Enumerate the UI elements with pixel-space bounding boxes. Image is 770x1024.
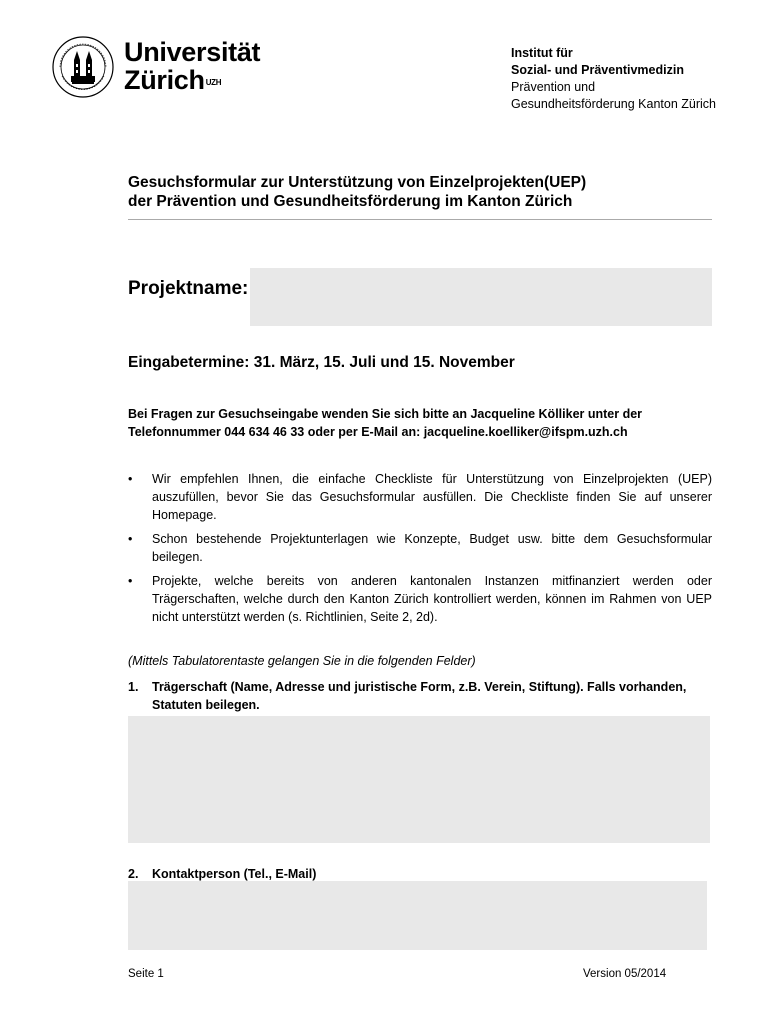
institute-address [511, 45, 716, 113]
page-number: Seite 1 [128, 968, 164, 980]
institute-line4: Gesundheitsförderung Kanton Zürich [511, 97, 716, 111]
contact-person-field[interactable] [128, 881, 707, 950]
bullet-icon: • [128, 532, 133, 546]
contact-info [128, 405, 712, 441]
institute-line2: Sozial- und Präventivmedizin [511, 63, 684, 77]
list-item-text: Projekte, welche bereits von anderen kantonalen Instanzen mitfinanziert werden oder Trägerschaften, welche durch den Kanton Zürich kontrolliert werden, können im Rahmen von UEP nicht unterstützt werden (s. Richtlinien, Seite 2, 2d). [152, 574, 712, 624]
university-name-line2: Zürich [124, 65, 205, 95]
submission-deadlines: Eingabetermine: 31. März, 15. Juli und 15. November [128, 354, 515, 371]
university-seal-logo [52, 36, 114, 98]
project-name-field[interactable] [250, 268, 712, 326]
institute-line3: Prävention und [511, 80, 596, 94]
form-title-line2: der Prävention und Gesundheitsförderung im Kanton Zürich [128, 193, 573, 210]
list-item [128, 572, 712, 626]
question-1-number: 1. [128, 680, 139, 694]
question-1 [128, 678, 718, 714]
question-1-label: Trägerschaft (Name, Adresse und juristische Form, z.B. Verein, Stiftung). Falls vorhanden, Statuten beilegen. [152, 680, 687, 712]
list-item-text: Schon bestehende Projektunterlagen wie Konzepte, Budget usw. bitte dem Gesuchsformular beilegen. [152, 532, 712, 564]
institute-line1: Institut für [511, 46, 573, 60]
document-version: Version 05/2014 [583, 968, 667, 980]
title-divider [128, 219, 712, 220]
uzh-superscript: UZH [205, 78, 222, 87]
university-name [124, 38, 260, 94]
list-item [128, 470, 712, 524]
list-item-text: Wir empfehlen Ihnen, die einfache Checkliste für Unterstützung von Einzelprojekten (UEP) auszufüllen, bevor Sie das Gesuchsformular ausfüllen. Die Checkliste finden Sie auf unserer Homepage. [152, 472, 712, 522]
list-item [128, 530, 712, 566]
instruction-list [128, 470, 712, 632]
contact-info-line2: Telefonnummer 044 634 46 33 oder per E-Mail an: jacqueline.koelliker@ifspm.uzh.ch [128, 425, 628, 439]
form-title-line1: Gesuchsformular zur Unterstützung von Einzelprojekten(UEP) [128, 174, 587, 191]
question-2-number: 2. [128, 867, 139, 881]
bullet-icon: • [128, 574, 133, 588]
project-name-label: Projektname: [128, 278, 249, 299]
form-title [128, 173, 718, 211]
contact-info-line1: Bei Fragen zur Gesuchseingabe wenden Sie sich bitte an Jacqueline Kölliker unter der [128, 407, 643, 421]
university-name-line1: Universität [124, 37, 261, 67]
question-2-label: Kontaktperson (Tel., E-Mail) [152, 867, 317, 881]
tab-navigation-hint: (Mittels Tabulatorentaste gelangen Sie in die folgenden Felder) [128, 654, 476, 668]
bullet-icon: • [128, 472, 133, 486]
sponsor-field[interactable] [128, 716, 710, 843]
